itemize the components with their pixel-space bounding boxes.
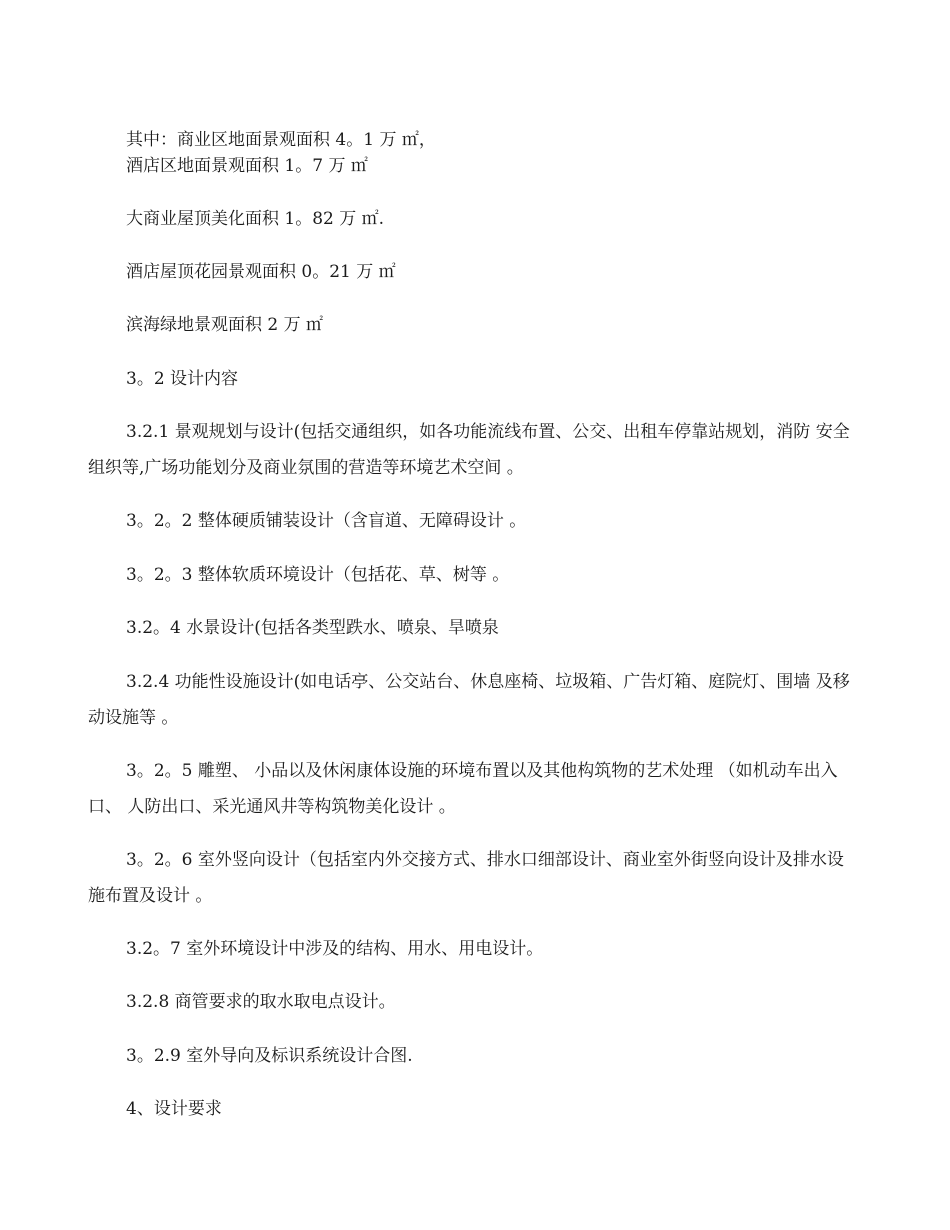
paragraph-3-2-8: 3.2.8 商管要求的取水取电点设计。: [126, 992, 396, 1012]
paragraph-3-2-9: 3。2.9 室外导向及标识系统设计合图.: [126, 1046, 413, 1066]
paragraph-3-2-4-facilities: 3.2.4 功能性设施设计(如电话亭、公交站台、休息座椅、垃圾箱、广告灯箱、庭院灯、围墙 及移动设施等 。: [88, 672, 850, 728]
paragraph-3-2-5: 3。2。5 雕塑、 小品以及休闲康体设施的环境布置以及其他构筑物的艺术处理 （如机动车出入口、 人防出口、采光通风井等构筑物美化设计 。: [88, 761, 838, 817]
section-heading-4: 4、设计要求: [126, 1099, 222, 1119]
paragraph-roof-beautification: 大商业屋顶美化面积 1。82 万 ㎡.: [126, 209, 385, 229]
paragraph-hotel-area: 酒店区地面景观面积 1。7 万 ㎡: [126, 156, 368, 176]
paragraph-commercial-area: 其中：商业区地面景观面积 4。1 万 ㎡，: [126, 130, 436, 150]
paragraph-3-2-4-water: 3.2。4 水景设计(包括各类型跌水、喷泉、旱喷泉: [126, 618, 499, 638]
section-heading-3-2: 3。2 设计内容: [126, 369, 239, 389]
paragraph-3-2-3: 3。2。3 整体软质环境设计（包括花、草、树等 。: [126, 565, 510, 585]
paragraph-3-2-7: 3.2。7 室外环境设计中涉及的结构、用水、用电设计。: [126, 939, 544, 959]
paragraph-3-2-1: 3.2.1 景观规划与设计(包括交通组织，如各功能流线布置、公交、出租车停靠站规划，消防 安全组织等,广场功能划分及商业氛围的营造等环境艺术空间 。: [88, 422, 850, 478]
paragraph-seaside-green: 滨海绿地景观面积 2 万 ㎡: [126, 315, 324, 335]
paragraph-3-2-6: 3。2。6 室外竖向设计（包括室内外交接方式、排水口细部设计、商业室外街竖向设计及排水设 施布置及设计 。: [88, 850, 844, 906]
paragraph-3-2-2: 3。2。2 整体硬质铺装设计（含盲道、无障碍设计 。: [126, 511, 527, 531]
paragraph-hotel-roof-garden: 酒店屋顶花园景观面积 0。21 万 ㎡: [126, 262, 396, 282]
